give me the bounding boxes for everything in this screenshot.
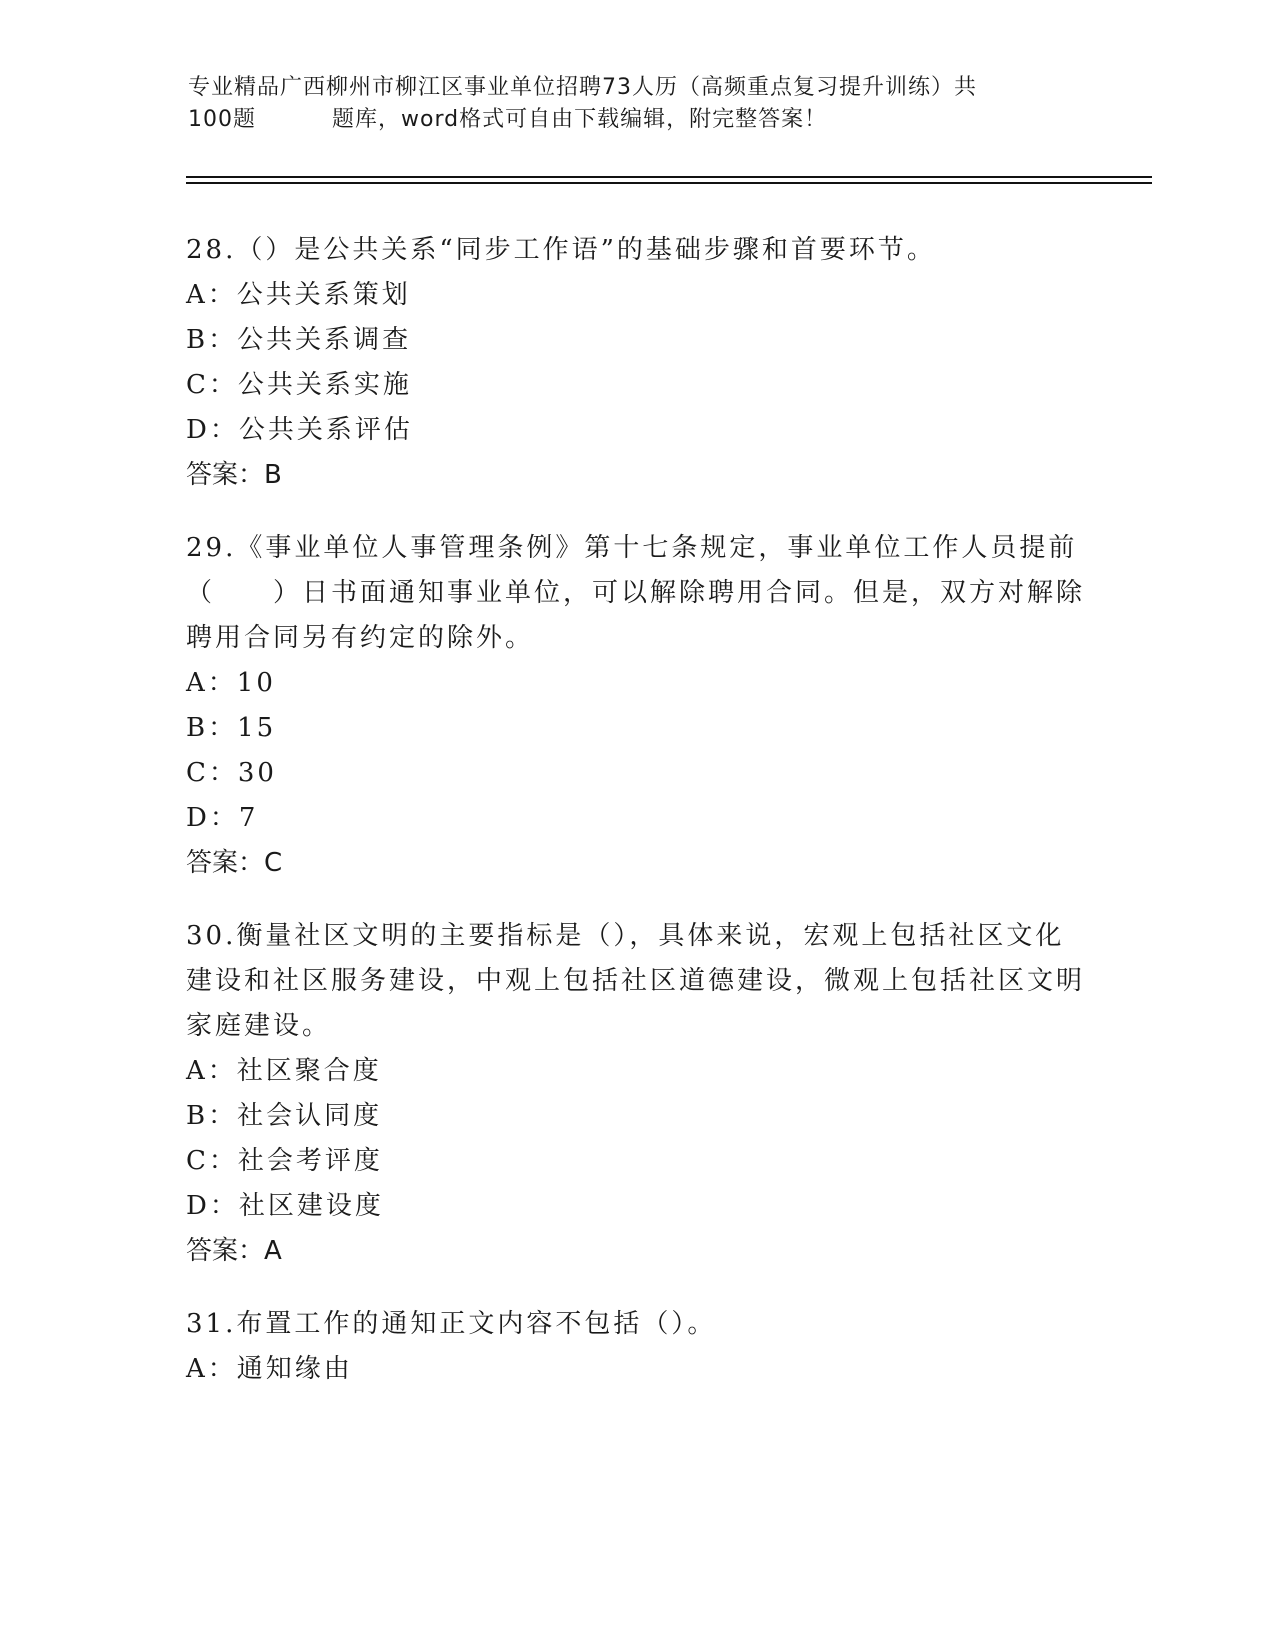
option-c: C：社会考评度 — [186, 1146, 383, 1176]
question-stem: 28.（）是公共关系“同步工作语”的基础步骤和首要环节。 — [186, 235, 936, 265]
answer: 答案：B — [186, 460, 282, 490]
header-divider-top — [186, 176, 1152, 178]
question-stem: 29.《事业单位人事管理条例》第十七条规定，事业单位工作人员提前（ ）日书面通知事业单位，可以解除聘用合同。但是，双方对解除聘用合同另有约定的除外。 — [186, 533, 1086, 653]
option-d: D：公共关系评估 — [186, 415, 413, 445]
option-c: C：30 — [186, 758, 277, 788]
question-29 — [186, 526, 1086, 886]
option-a: A：10 — [186, 668, 276, 698]
header-description: 题库，word格式可自由下载编辑，附完整答案！ — [332, 107, 828, 132]
answer: 答案：A — [186, 1236, 282, 1266]
question-31 — [186, 1302, 1086, 1392]
document-header — [188, 72, 1068, 136]
option-b: B：公共关系调查 — [186, 325, 412, 355]
question-stem: 30.衡量社区文明的主要指标是（），具体来说，宏观上包括社区文化建设和社区服务建设，中观上包括社区道德建设，微观上包括社区文明家庭建设。 — [186, 921, 1086, 1041]
header-count: 100题 — [188, 107, 256, 132]
option-a: A：社区聚合度 — [186, 1056, 382, 1086]
question-list — [186, 228, 1086, 1420]
question-30 — [186, 914, 1086, 1274]
header-divider-bottom — [186, 182, 1152, 184]
answer: 答案：C — [186, 848, 283, 878]
header-line-2 — [188, 104, 1068, 136]
option-a: A：通知缘由 — [186, 1354, 353, 1384]
option-a: A：公共关系策划 — [186, 280, 411, 310]
option-b: B：15 — [186, 713, 277, 743]
option-d: D：7 — [186, 803, 259, 833]
question-28 — [186, 228, 1086, 498]
option-c: C：公共关系实施 — [186, 370, 412, 400]
option-d: D：社区建设度 — [186, 1191, 384, 1221]
option-b: B：社会认同度 — [186, 1101, 383, 1131]
question-stem: 31.布置工作的通知正文内容不包括（）。 — [186, 1309, 717, 1339]
header-line-1: 专业精品广西柳州市柳江区事业单位招聘73人历（高频重点复习提升训练）共 — [188, 75, 977, 100]
